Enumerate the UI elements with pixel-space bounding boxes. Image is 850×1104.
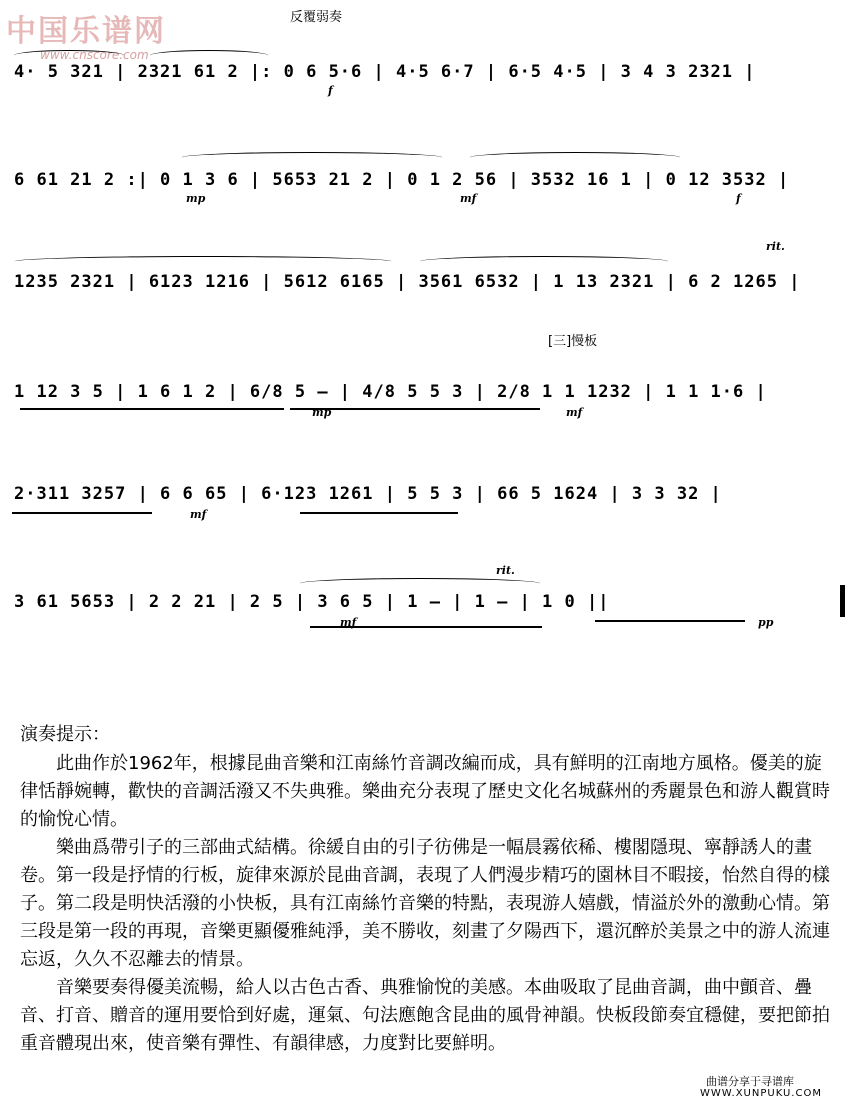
dynamic-mark: rit.: [496, 564, 515, 577]
slur: [300, 578, 540, 589]
hints-paragraph-3: 音樂要奏得優美流暢，給人以古色古香、典雅愉悅的美感。本曲吸取了昆曲音調，曲中顫音、疊音、打音、贈音的運用要恰到好處，運氣、句法應飽含昆曲的風骨神韻。快板段節奏宜穩健，要把節拍重音體現出來，使音樂有彈性、有韻律感，力度對比要鮮明。: [20, 977, 830, 1054]
dynamic-mark: rit.: [766, 240, 785, 253]
hints-paragraph-1: 此曲作於1962年，根據昆曲音樂和江南絲竹音調改編而成，具有鮮明的江南地方風格。優美的旋律恬靜婉轉，歡快的音調活潑又不失典雅。樂曲充分表現了歷史文化名城蘇州的秀麗景色和游人觀賞時的愉悅心情。: [20, 753, 830, 830]
final-barline: [840, 585, 845, 617]
dynamic-mark: mf: [460, 192, 477, 205]
score-system-6: [0, 564, 850, 660]
dynamic-mark: f: [736, 192, 741, 205]
dynamic-mark: mf: [190, 508, 207, 521]
system-notes: 1 12 3 5 | 1 6 1 2 | 6/8 5 — | 4/8 5 5 3 | 2/8 1 1 1232 | 1 1 1·6 |: [14, 382, 767, 402]
dynamic-mark: mp: [312, 406, 332, 419]
score-system-1: [0, 40, 850, 130]
slur: [470, 152, 680, 163]
dynamic-mark: mf: [340, 616, 357, 629]
system-notes: 4· 5 321 | 2321 61 2 |: 0 6 5·6 | 4·5 6·7 | 6·5 4·5 | 3 4 3 2321 |: [14, 62, 756, 82]
system-notes: 3 61 5653 | 2 2 21 | 2 5 | 3 6 5 | 1 — | 1 — | 1 0 ||: [14, 592, 610, 612]
hints-paragraph-2: 樂曲爲帶引子的三部曲式結構。徐緩自由的引子彷佛是一幅晨霧依稀、樓閣隱現、寧靜誘人的畫卷。第一段是抒情的行板，旋律來源於昆曲音調，表現了人們漫步精巧的園林目不暇接，怡然自得的樣子。第二段是明快活潑的小快板，具有江南絲竹音樂的特點，表現游人嬉戲，情溢於外的激動心情。第三段是第一段的再現，音樂更顯優雅純淨，美不勝收，刻畫了夕陽西下，還沉醉於美景之中的游人流連忘返，久久不忍離去的情景。: [20, 837, 830, 970]
underline: [12, 512, 152, 514]
dynamic-mark: mp: [186, 192, 206, 205]
system-notes: 2·311 3257 | 6 6 65 | 6·123 1261 | 5 5 3 | 66 5 1624 | 3 3 32 |: [14, 484, 722, 504]
slur: [420, 256, 668, 267]
score-system-3: [0, 240, 850, 340]
dynamic-mark: pp: [758, 616, 774, 629]
underline: [595, 620, 745, 622]
dynamic-mark: f: [328, 84, 333, 97]
footer-text: 曲谱分享于寻谱库: [706, 1075, 794, 1088]
system-notes: 6 61 21 2 :| 0 1 3 6 | 5653 21 2 | 0 1 2 56 | 3532 16 1 | 0 12 3532 |: [14, 170, 790, 190]
section-label: [三]慢板: [548, 334, 598, 349]
slur: [14, 50, 124, 61]
slur: [14, 256, 392, 267]
slur: [150, 50, 268, 61]
footer-url: WWW.XUNPUKU.COM: [700, 1088, 822, 1099]
underline: [20, 408, 284, 410]
system-notes: 1235 2321 | 6123 1216 | 5612 6165 | 3561 6532 | 1 13 2321 | 6 2 1265 |: [14, 272, 801, 292]
score-system-5: [0, 462, 850, 552]
score-system-4: [0, 360, 850, 450]
watermark-site-name: 中国乐谱网: [6, 14, 166, 49]
watermark-url: www.cnscore.com: [40, 48, 149, 62]
score-system-2: [0, 148, 850, 238]
underline: [300, 512, 458, 514]
slur: [182, 152, 442, 163]
hints-title: 演奏提示：: [20, 724, 110, 745]
dynamic-mark: mf: [566, 406, 583, 419]
top-label: 反覆弱奏: [290, 10, 343, 25]
